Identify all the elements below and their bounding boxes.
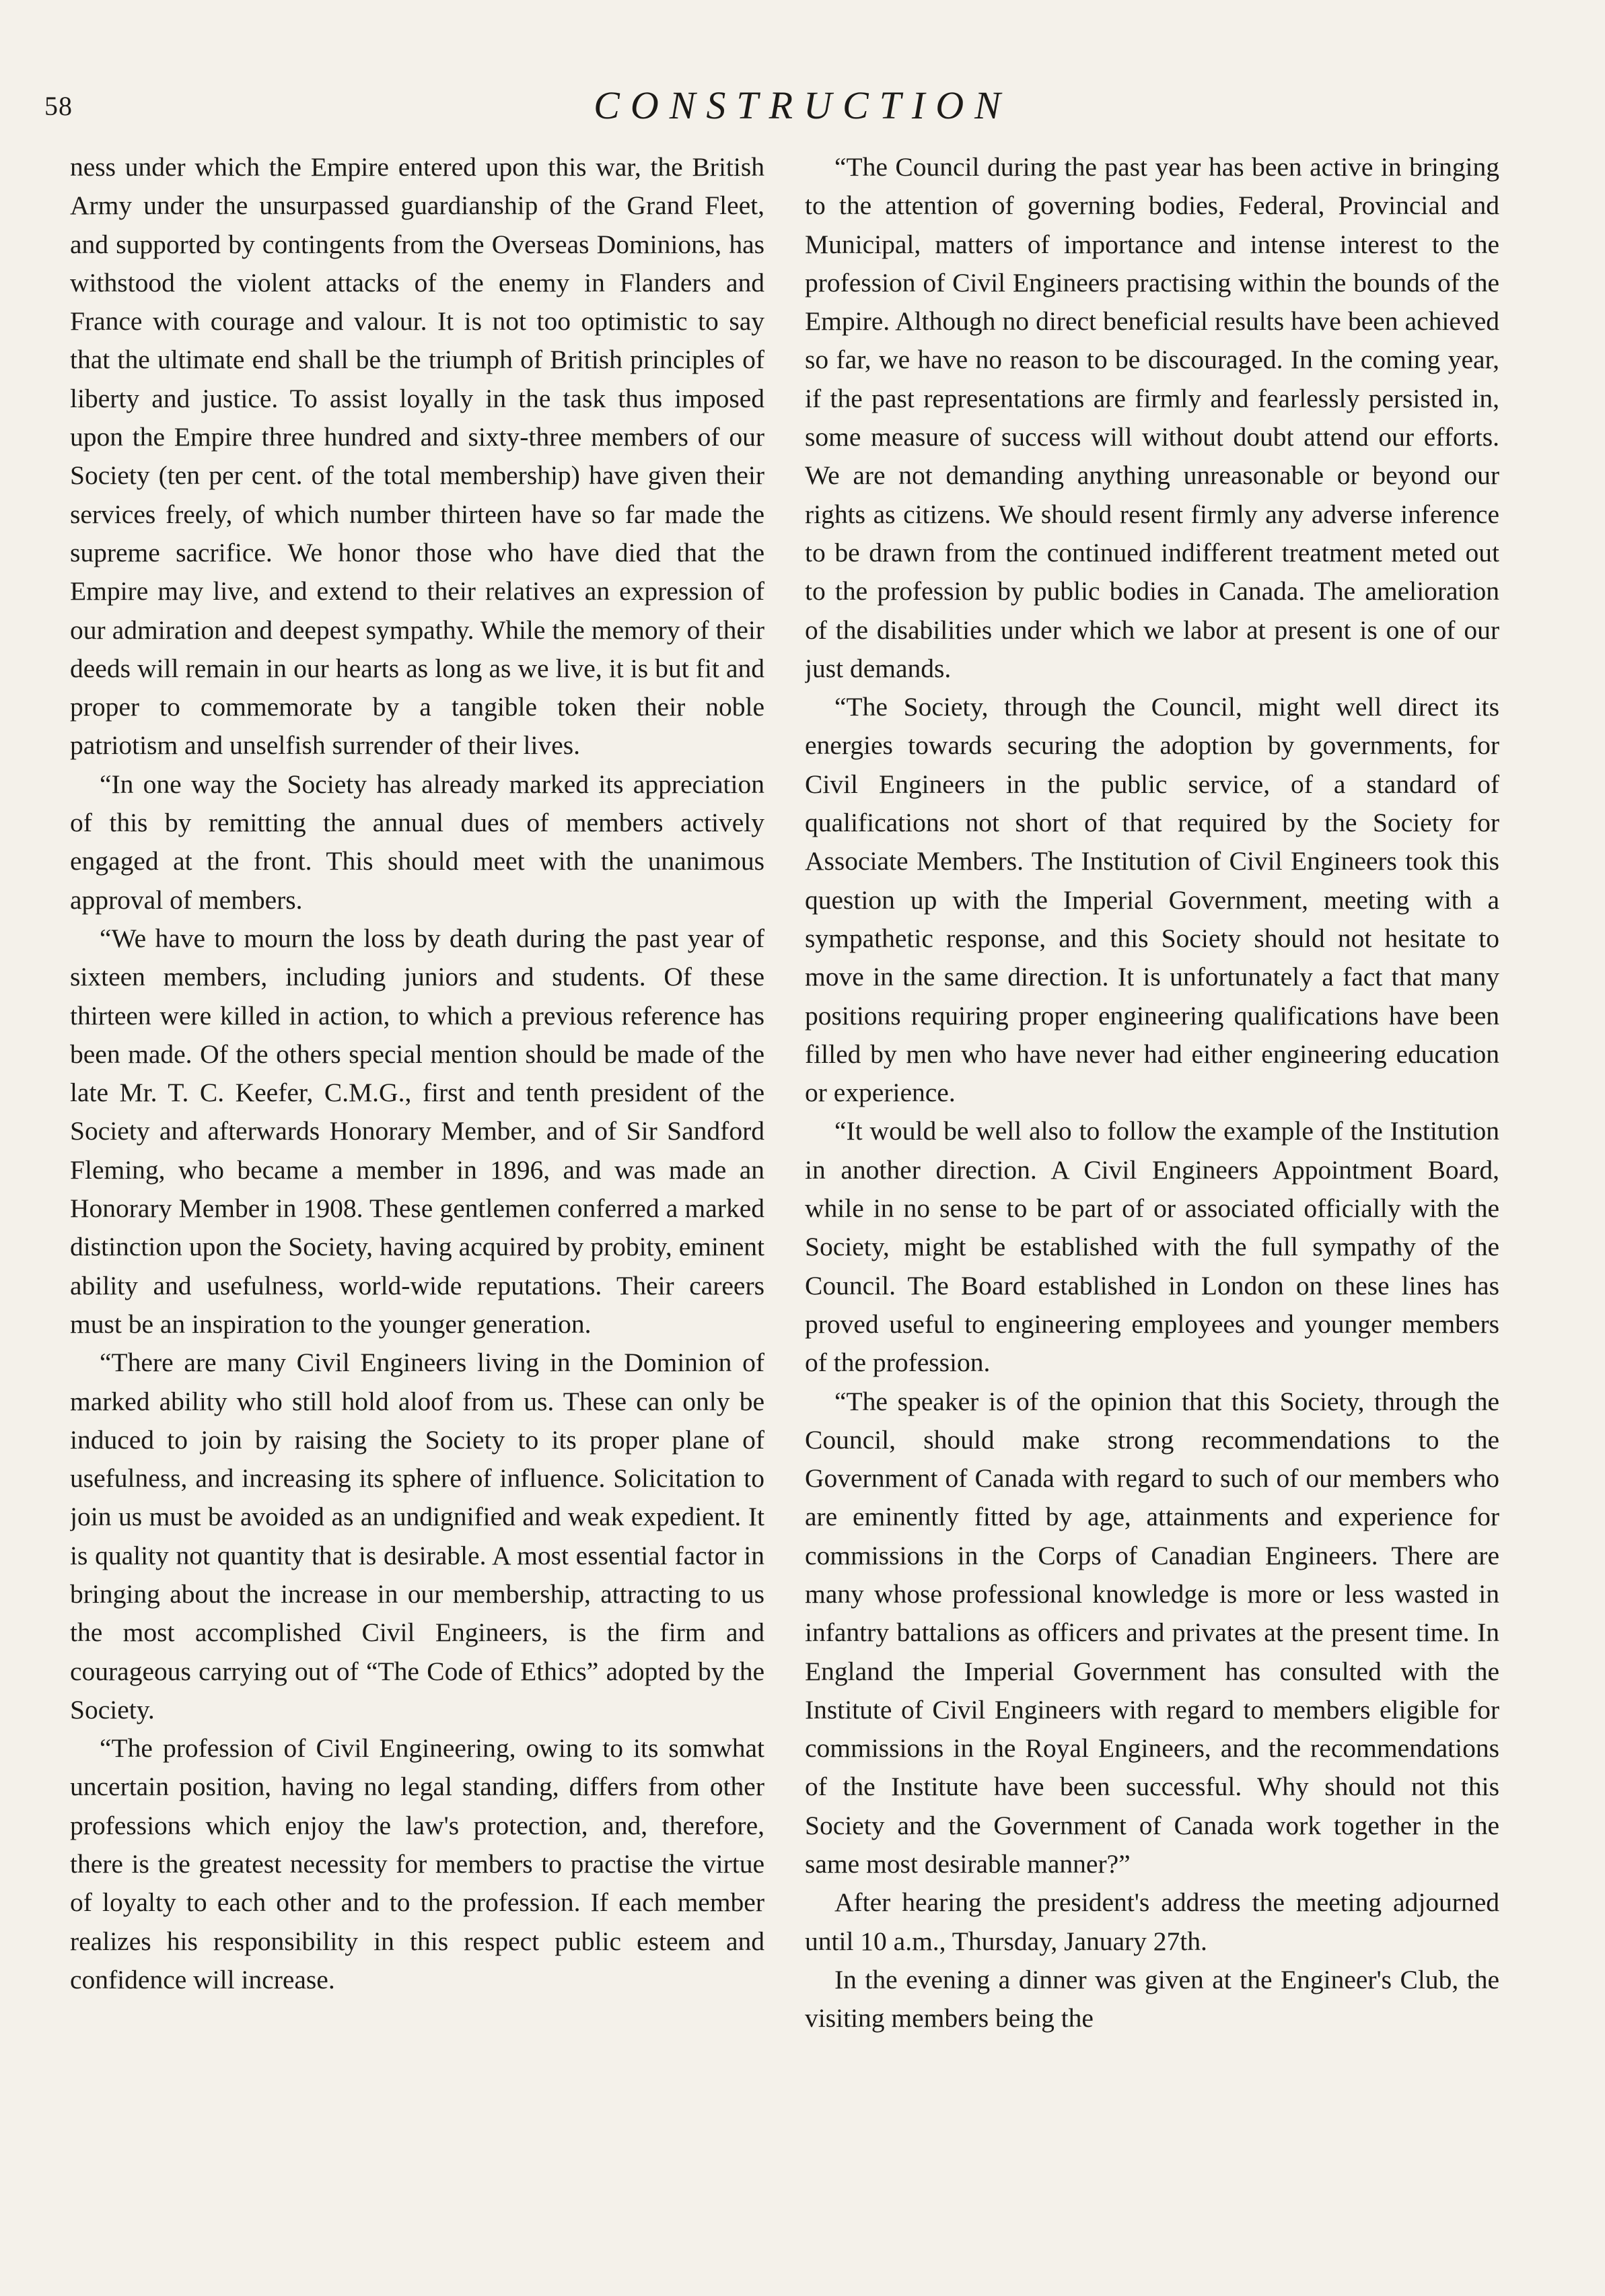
journal-title: CONSTRUCTION (594, 83, 1011, 127)
article-paragraph: After hearing the president's address the meeting adjourned until 10 a.m., Thursday, January 27th. (805, 1887, 1499, 1956)
article-paragraph: “The profession of Civil Engineering, owing to its somwhat uncertain position, having no legal standing, differs from other professions which enjoy the law's protection, and, therefore, there is the greatest necessity for members to practise the virtue of loyalty to each other and to the profession. If each member realizes his responsibility in this respect public esteem and confidence will increase. (70, 1733, 764, 1994)
article-paragraph: “The speaker is of the opinion that this Society, through the Council, should make strong recommendations to the Government of Canada with regard to such of our members who are eminently fitted by age, attainments and experience for commissions in the Corps of Canadian Engineers. There are many whose professional knowledge is more or less wasted in infantry battalions as officers and privates at the present time. In England the Imperial Government has consulted with the Institute of Civil Engineers with regard to members eligible for commissions in the Royal Engineers, and the recommendations of the Institute have been successful. Why should not this Society and the Government of Canada work together in the same most desirable manner?” (805, 1386, 1499, 1879)
left-text-column (70, 148, 764, 2268)
article-paragraph: “There are many Civil Engineers living in the Dominion of marked ability who still hold aloof from us. These can only be induced to join by raising the Society to its proper plane of usefulness, and increasing its sphere of influence. Solicitation to join us must be avoided as an undignified and weak expedient. It is quality not quantity that is desirable. A most essential factor in bringing about the increase in our membership, attracting to us the most accomplished Civil Engineers, is the firm and courageous carrying out of “The Code of Ethics” adopted by the Society. (70, 1348, 764, 1725)
right-text-column (805, 148, 1499, 2268)
article-paragraph: ness under which the Empire entered upon this war, the British Army under the unsurpassed guardianship of the Grand Fleet, and supported by contingents from the Overseas Dominions, has withstood the violent attacks of the enemy in Flanders and France with courage and valour. It is not too optimistic to say that the ultimate end shall be the triumph of British principles of liberty and justice. To assist loyally in the task thus imposed upon the Empire three hundred and sixty-three members of our Society (ten per cent. of the total membership) have given their services freely, of which number thirteen have so far made the supreme sacrifice. We honor those who have died that the Empire may live, and extend to their relatives an expression of our admiration and deepest sympathy. While the memory of their deeds will remain in our hearts as long as we live, it is but fit and proper to commemorate by a tangible token their noble patriotism and unselfish surrender of their lives. (70, 152, 764, 761)
article-paragraph: In the evening a dinner was given at the Engineer's Club, the visiting members being the (805, 1964, 1499, 2033)
article-paragraph: “We have to mourn the loss by death during the past year of sixteen members, including juniors and students. Of these thirteen were killed in action, to which a previous reference has been made. Of the others special mention should be made of the late Mr. T. C. Keefer, C.M.G., first and tenth president of the Society and afterwards Honorary Member, and of Sir Sandford Fleming, who became a member in 1896, and was made an Honorary Member in 1908. These gentlemen conferred a marked distinction upon the Society, having acquired by probity, eminent ability and usefulness, world-wide reputations. Their careers must be an inspiration to the younger generation. (70, 923, 764, 1339)
article-paragraph: “It would be well also to follow the example of the Institution in another direction. A Civil Engineers Appointment Board, while in no sense to be part of or associated officially with the Society, might be established with the full sympathy of the Council. The Board established in London on these lines has proved useful to engineering employees and younger members of the profession. (805, 1116, 1499, 1378)
article-paragraph: “In one way the Society has already marked its appreciation of this by remitting the annual dues of members actively engaged at the front. This should meet with the unanimous approval of members. (70, 769, 764, 915)
page-number: 58 (44, 91, 73, 121)
article-paragraph: “The Society, through the Council, might well direct its energies towards securing the adoption by governments, for Civil Engineers in the public service, of a standard of qualifications not short of that required by the Society for Associate Members. The Institution of Civil Engineers took this question up with the Imperial Government, meeting with a sympathetic response, and this Society should not hesitate to move in the same direction. It is unfortunately a fact that many positions requiring proper engineering qualifications have been filled by men who have never had either engineering education or experience. (805, 692, 1499, 1108)
article-paragraph: “The Council during the past year has been active in bringing to the attention of governing bodies, Federal, Provincial and Municipal, matters of importance and intense interest to the profession of Civil Engineers practising within the bounds of the Empire. Although no direct beneficial results have been achieved so far, we have no reason to be discouraged. In the coming year, if the past representations are firmly and fearlessly persisted in, some measure of success will without doubt attend our efforts. We are not demanding anything unreasonable or beyond our rights as citizens. We should resent firmly any adverse inference to be drawn from the continued indifferent treatment meted out to the profession by public bodies in Canada. The amelioration of the disabilities under which we labor at present is one of our just demands. (805, 152, 1499, 683)
